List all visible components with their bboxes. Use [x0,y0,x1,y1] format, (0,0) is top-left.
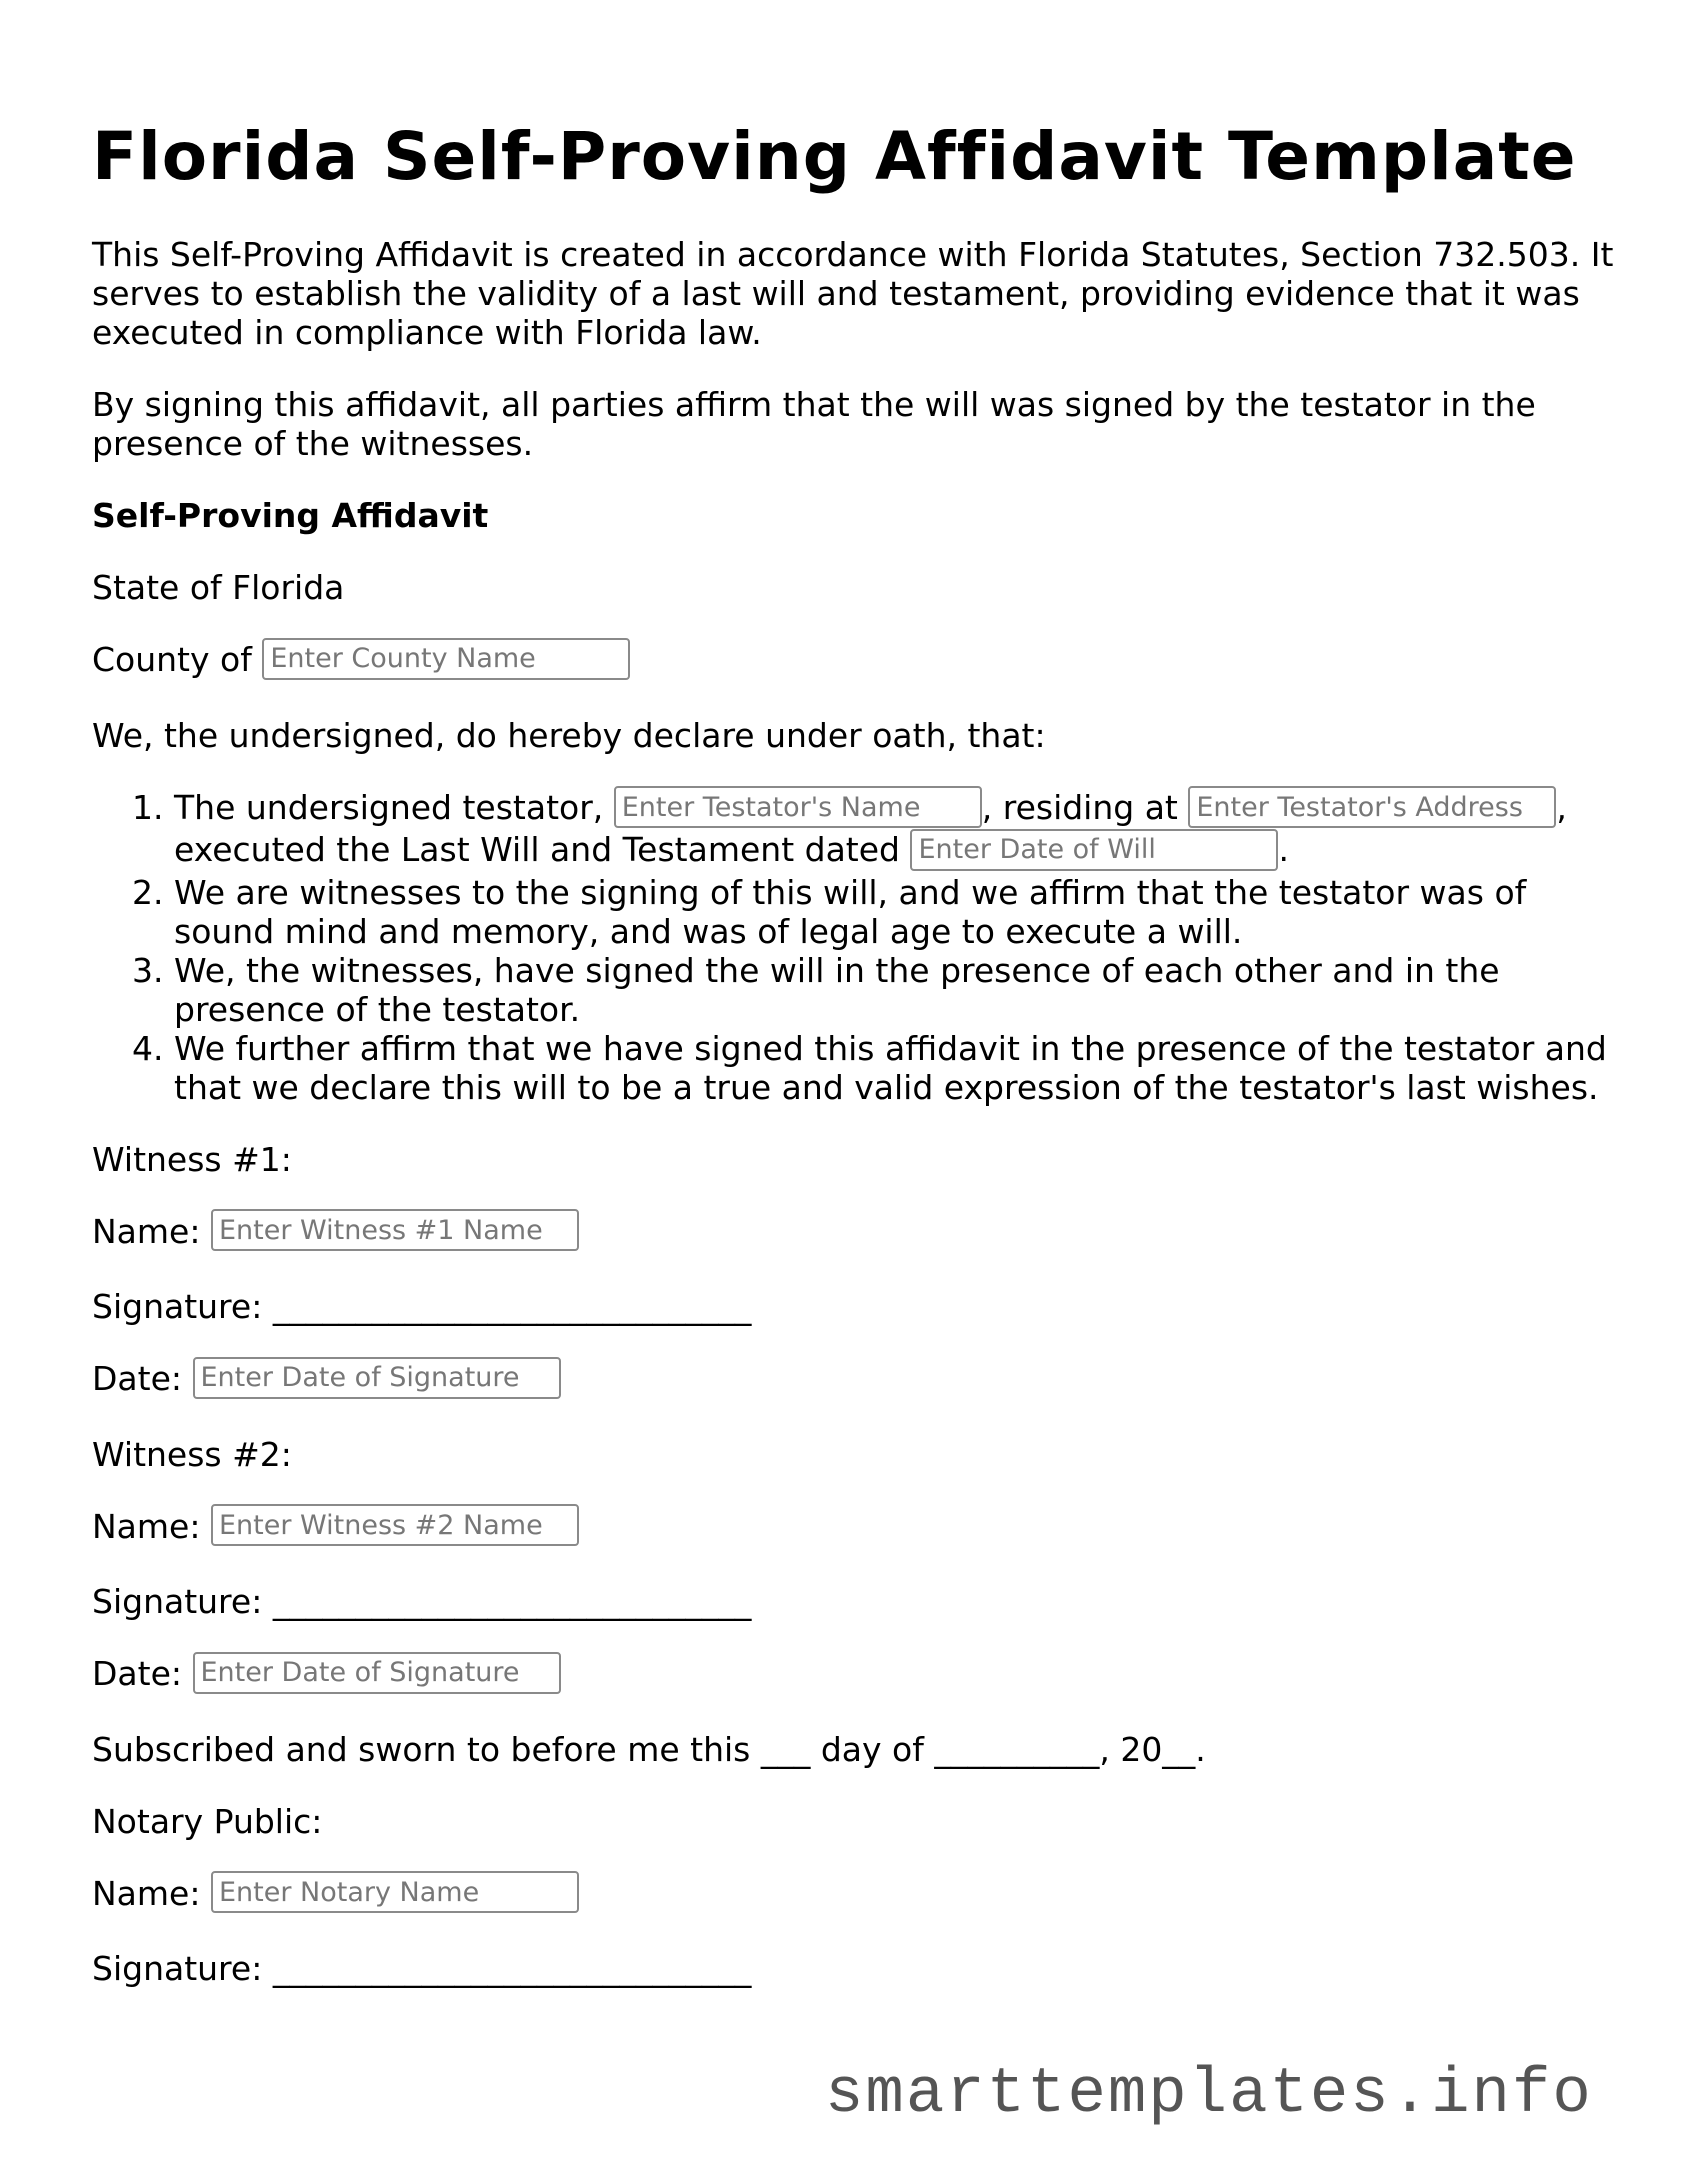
intro-paragraph-1: This Self-Proving Affidavit is created in accordance with Florida Statutes, Section 732.503. It serves to establish the validity of a last will and testament, providing evidence that it was executed in compliance with Florida law. [92,235,1614,352]
clause-item-2: 2. We are witnesses to the signing of this will, and we affirm that the testator was of sound mind and memory, and was of legal age to execute a will. [174,873,1622,951]
clause-1-text-c: , executed the Last Will and Testament dated [174,787,1567,869]
witness-1-date-input[interactable] [193,1357,561,1399]
notary-signature-row [92,1949,1622,1988]
notary-signature-label: Signature: [92,1949,263,1988]
witness-2-name-label: Name: [92,1506,201,1546]
testator-name-input[interactable] [614,786,982,828]
witness-1-date-label: Date: [92,1359,182,1398]
clause-item-4: 4. We further affirm that we have signed this affidavit in the presence of the testator and that we declare this will to be a true and valid expression of the testator's last wishes. [174,1029,1622,1107]
affidavit-heading: Self-Proving Affidavit [92,496,489,535]
declaration-clauses [92,788,1622,1107]
notary-heading: Notary Public: [92,1801,323,1841]
witness-2-heading: Witness #2: [92,1434,292,1474]
witness-2-name-row [92,1507,1622,1550]
watermark: smarttemplates.info [825,2059,1593,2131]
notary-name-label: Name: [92,1873,201,1913]
witness-2-signature-label: Signature: [92,1582,263,1621]
witness-1-heading: Witness #1: [92,1139,292,1179]
county-input[interactable] [262,638,630,680]
witness-1-date-row [92,1359,1622,1402]
witness-1-name-row [92,1212,1622,1255]
declaration-line: We, the undersigned, do hereby declare under oath, that: [92,715,1046,755]
witness-2-signature-row [92,1582,1622,1621]
witness-1-signature-line: _____________________________ [272,1287,752,1326]
witness-1-name-input[interactable] [211,1209,579,1251]
testator-address-input[interactable] [1188,786,1556,828]
notary-name-input[interactable] [211,1871,579,1913]
clause-1-text-d: . [1278,830,1289,869]
notary-signature-line: _____________________________ [272,1949,752,1988]
witness-2-date-row [92,1654,1622,1697]
county-row [92,640,1622,683]
state-line: State of Florida [92,568,345,607]
witness-2-date-label: Date: [92,1654,182,1693]
witness-1-signature-label: Signature: [92,1287,263,1326]
document-page [92,105,1622,2021]
county-label: County of [92,640,252,679]
witness-2-name-input[interactable] [211,1504,579,1546]
page-title: Florida Self-Proving Affidavit Template [92,118,1577,195]
witness-2-date-input[interactable] [193,1652,561,1694]
notary-name-row [92,1874,1622,1917]
clause-item-1 [174,788,1622,873]
witness-1-name-label: Name: [92,1211,201,1251]
intro-paragraph-2: By signing this affidavit, all parties affirm that the will was signed by the testator in the presence of the witnesses. [92,385,1536,463]
clause-1-text-a: The undersigned testator, [174,787,614,827]
clause-1-text-b: , residing at [981,787,1189,827]
witness-1-signature-row [92,1287,1622,1326]
date-of-will-input[interactable] [910,829,1278,871]
sworn-line: Subscribed and sworn to before me this ___ day of __________, 20__. [92,1729,1206,1769]
witness-2-signature-line: _____________________________ [272,1582,752,1621]
clause-item-3: 3. We, the witnesses, have signed the will in the presence of each other and in the presence of the testator. [174,951,1622,1029]
